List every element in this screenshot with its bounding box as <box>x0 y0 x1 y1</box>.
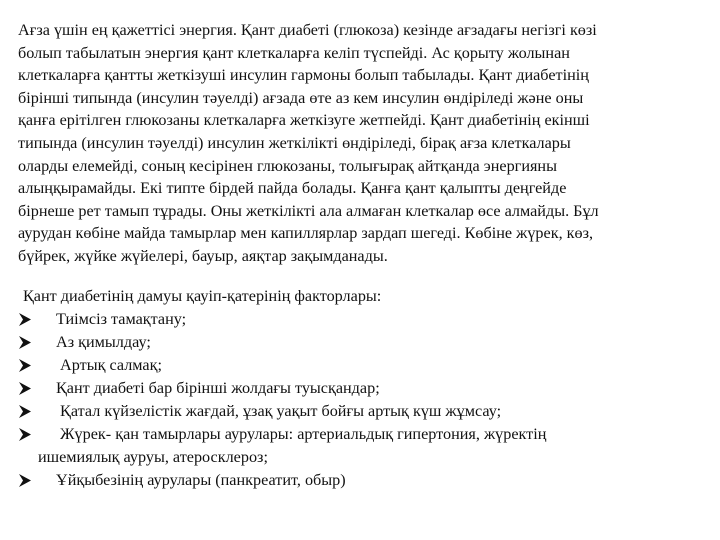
paragraph-line: типында (инсулин тәуелді) инсулин жеткілікті өндіріледі, бірақ ағза клеткалары <box>18 133 571 152</box>
paragraph-line: аурудан көбіне майда тамырлар мен капиллярлар зардап шегеді. Көбіне жүрек, көз, <box>18 224 594 243</box>
risk-factor-item <box>18 331 710 354</box>
risk-factor-item <box>18 423 710 446</box>
risk-factor-item <box>18 469 710 492</box>
risk-factor-text: Жүрек- қан тамырлары аурулары: артериальдық гипертония, жүректің <box>56 425 547 443</box>
paragraph-line: Ағза үшін ең қажеттісі энергия. Қант диабеті (глюкоза) кезінде ағзадағы негізгі көзі <box>18 21 597 39</box>
arrowhead-bullet-icon <box>18 404 32 419</box>
risk-factor-item <box>18 308 710 331</box>
risk-factor-text: Артық салмақ; <box>56 356 162 374</box>
risk-factor-text: Аз қимылдау; <box>56 333 151 351</box>
paragraph-line: клеткаларға қантты жеткізуші инсулин гармоны болып табылады. Қант диабетінің <box>18 66 589 85</box>
risk-factors-title: Қант диабетінің дамуы қауіп-қатерінің факторлары: <box>23 287 382 305</box>
intro-paragraph <box>18 19 710 268</box>
risk-factor-text: Қатал күйзелістік жағдай, ұзақ уақыт бойғы артық күш жұмсау; <box>56 402 502 420</box>
paragraph-line: бірінші типында (инсулин тәуелді) ағзада өте аз кем инсулин өндіріледі және оны <box>18 88 584 107</box>
arrowhead-bullet-icon <box>18 381 32 396</box>
arrowhead-bullet-icon <box>18 358 32 373</box>
paragraph-line: болып табылатын энергия қант клеткаларға келіп түспейді. Ас қорыту жолынан <box>18 43 570 62</box>
paragraph-line: қанға ерітілген глюкозаны клеткаларға жеткізуге жетпейді. Қант диабетінің екінші <box>18 111 590 130</box>
arrowhead-bullet-icon <box>18 473 32 488</box>
risk-factor-item <box>18 400 710 423</box>
risk-factor-item <box>18 377 710 400</box>
paragraph-line: оларды елемейді, соның кесірінен глюкозаны, толығырақ айтқанда энергияны <box>18 156 557 175</box>
arrowhead-bullet-icon <box>18 335 32 350</box>
risk-factors-section <box>18 285 710 492</box>
paragraph-line: бүйрек, жүйке жүйелері, бауыр, аяқтар зақымданады. <box>18 246 388 265</box>
arrowhead-bullet-icon <box>18 427 32 442</box>
risk-factor-text: Қант диабеті бар бірінші жолдағы туысқандар; <box>56 379 380 397</box>
risk-factor-text: Ұйқыбезінің аурулары (панкреатит, обыр) <box>56 471 346 489</box>
arrowhead-bullet-icon <box>18 312 32 327</box>
risk-factor-item <box>18 354 710 377</box>
risk-factor-text: Тиімсіз тамақтану; <box>56 310 187 328</box>
paragraph-line: бірнеше рет тамып тұрады. Оны жеткілікті ала алмаған клеткалар өсе алмайды. Бұл <box>18 201 599 220</box>
paragraph-line: алыңқырамайды. Екі типте бірдей пайда болады. Қанға қант қалыпты деңгейде <box>18 179 567 198</box>
risk-factor-continuation: ишемиялық ауруы, атеросклероз; <box>38 448 268 466</box>
